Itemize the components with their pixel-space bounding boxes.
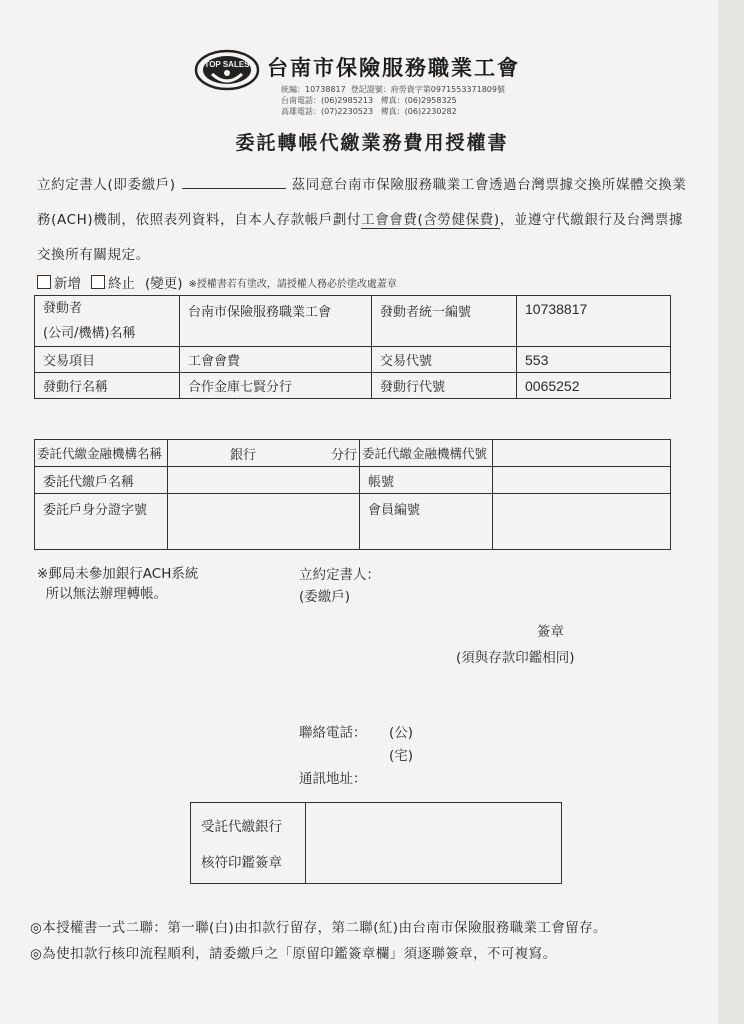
initiating-bank-code-value: 0065252	[517, 373, 671, 399]
new-option[interactable]	[37, 272, 81, 292]
initiator-table	[34, 295, 671, 399]
org-name: 台南市保險服務職業工會	[267, 56, 520, 80]
transaction-item-label: 交易項目	[35, 347, 180, 373]
table-row	[35, 347, 671, 373]
stamp-note: (須與存款印鑑相同)	[456, 650, 575, 666]
payer-bank-code-label: 委託代繳金融機構代號	[360, 440, 493, 467]
initiating-bank-label: 發動行名稱	[35, 373, 180, 399]
payer-bank-table	[34, 439, 671, 550]
intro-compliance-text: ，並遵守代繳銀行及台灣票據交換所有關規定。	[37, 212, 684, 263]
seal-box-line2: 核符印鑑簽章	[201, 855, 282, 871]
document-title: 委託轉帳代繳業務費用授權書	[235, 132, 509, 154]
contact-home-row	[299, 745, 413, 768]
member-number-field[interactable]	[493, 494, 671, 550]
contact-phone-row	[299, 722, 413, 745]
intro-fee-text: 工會會費(含勞健保費)	[361, 212, 500, 228]
table-row	[35, 296, 671, 347]
member-number-label: 會員編號	[360, 494, 493, 550]
stop-option[interactable]	[91, 272, 135, 292]
branch-word: 分行	[330, 447, 357, 463]
payer-account-name-field[interactable]	[168, 467, 360, 494]
initiator-label-line2: (公司/機構)名稱	[43, 326, 136, 341]
initiator-name-value: 台南市保險服務職業工會	[180, 296, 372, 347]
org-info	[281, 84, 505, 117]
transaction-code-label: 交易代號	[372, 347, 517, 373]
account-number-field[interactable]	[493, 467, 671, 494]
phone-home-label: (宅)	[389, 748, 414, 764]
payer-id-label: 委託戶身分證字號	[35, 494, 168, 550]
action-checkboxes	[37, 272, 397, 292]
org-info-line3: 高雄電話：(07)2230523 傳真：(06)2230282	[281, 107, 457, 116]
top-sales-logo	[194, 48, 260, 92]
seal-box-line1: 受託代繳銀行	[201, 819, 282, 835]
post-office-note: ※郵局未參加銀行ACH系統 所以無法辦理轉帳。	[37, 566, 199, 602]
intro-signer-label: 立約定書人(即委繳戶)	[37, 177, 176, 193]
signer-label: 立約定書人： (委繳戶)	[299, 567, 380, 605]
stamp-label: 簽章	[537, 624, 564, 640]
org-info-line2: 台南電話：(06)2985213 傳真：(06)2958325	[281, 96, 457, 105]
new-checkbox[interactable]	[37, 275, 51, 289]
contact-section	[299, 722, 413, 791]
payer-account-name-label: 委託代繳戶名稱	[35, 467, 168, 494]
new-label: 新增	[54, 276, 81, 292]
initiator-name-label	[35, 296, 180, 347]
payer-bank-name-field[interactable]	[168, 440, 360, 467]
footer-note-1: ◎本授權書一式二聯：第一聯(白)由扣款行留存，第二聯(紅)由台南市保險服務職業工會留存。	[30, 920, 607, 936]
stop-checkbox[interactable]	[91, 275, 105, 289]
bank-word: 銀行	[230, 447, 257, 463]
initiator-label-line1: 發動者	[43, 301, 83, 316]
table-row	[35, 467, 671, 494]
initiator-id-value: 10738817	[517, 296, 671, 347]
table-row	[35, 373, 671, 399]
account-number-label: 帳號	[360, 467, 493, 494]
seal-box-label	[191, 803, 306, 883]
table-row	[35, 494, 671, 550]
stop-label: 終止	[108, 276, 135, 292]
signer-name-blank[interactable]	[182, 174, 286, 189]
intro-consent-text: 茲同意台南市保險服務職業工會透過台灣票據交換所媒體交換業務(ACH)機制，依照表列資料，自本人存款帳戶劃付	[37, 177, 687, 228]
alteration-note: ※授權書若有塗改，請授權人務必於塗改處蓋章	[188, 278, 397, 290]
payer-id-field[interactable]	[168, 494, 360, 550]
intro-paragraph	[37, 168, 689, 273]
initiating-bank-value: 合作金庫七賢分行	[180, 373, 372, 399]
table-row	[35, 440, 671, 467]
transaction-code-value: 553	[517, 347, 671, 373]
logo-text: TOP SALES	[204, 60, 250, 69]
contact-address-row	[299, 768, 413, 791]
transaction-item-value: 工會會費	[180, 347, 372, 373]
footer-notes	[30, 918, 700, 970]
phone-label: 聯絡電話：	[299, 725, 367, 741]
phone-office-label: (公)	[389, 725, 414, 741]
change-label: (變更)	[145, 276, 183, 292]
payer-bank-name-label: 委託代繳金融機構名稱	[35, 440, 168, 467]
payer-bank-code-field[interactable]	[493, 440, 671, 467]
initiating-bank-code-label: 發動行代號	[372, 373, 517, 399]
address-label: 通訊地址：	[299, 771, 367, 787]
org-info-line1: 統編：10738817 登記證號：府勞資字第0971553371809號	[281, 85, 505, 94]
initiator-id-label: 發動者統一編號	[372, 296, 517, 347]
seal-box-stamp-area[interactable]	[306, 803, 561, 883]
footer-note-2: ◎為使扣款行核印流程順利，請委繳戶之「原留印鑑簽章欄」須逐聯簽章，不可複寫。	[30, 946, 557, 962]
bank-seal-box	[190, 802, 562, 884]
